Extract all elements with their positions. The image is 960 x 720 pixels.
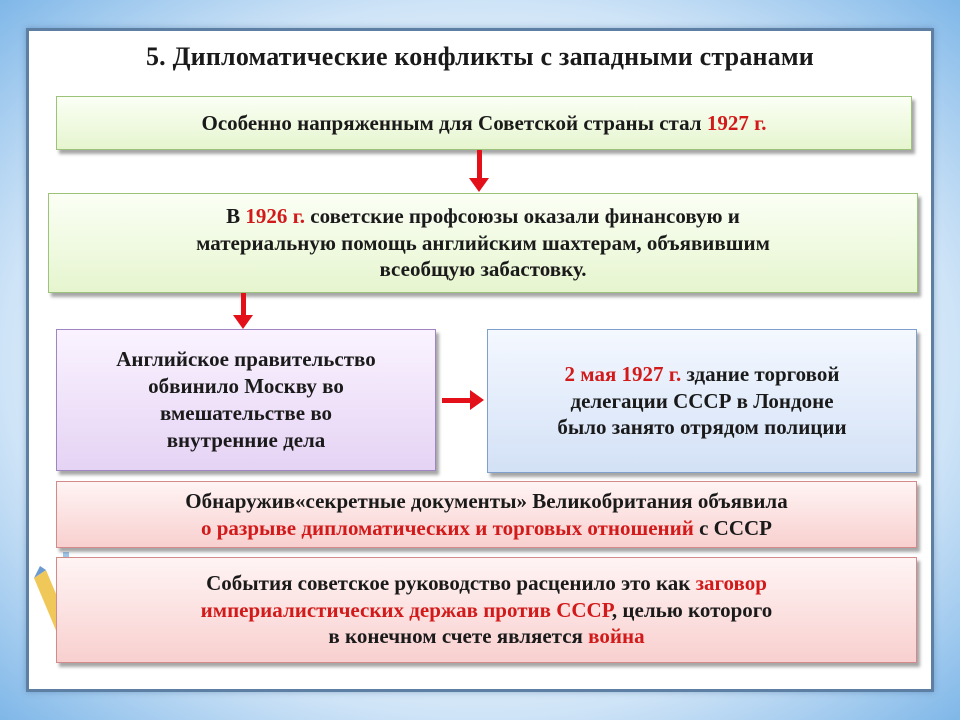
date-may-1927: 2 мая 1927 г. xyxy=(564,361,682,386)
year-1926: 1926 г. xyxy=(245,203,306,228)
break-highlight: о разрыве дипломатических и торговых отношений xyxy=(201,515,694,540)
conspiracy-line-1: События советское руководство расценило это как заговор xyxy=(206,570,767,595)
box-1926-line-2: материальную помощь английским шахтерам, объявившим xyxy=(196,230,770,255)
page-title: 5. Дипломатические конфликты с западными странами xyxy=(145,42,814,71)
conspiracy-line-3: в конечном счете является война xyxy=(328,624,645,649)
box-conspiracy-assessment xyxy=(56,557,917,663)
box-london-raid xyxy=(487,329,917,473)
accusation-line-3: вмешательстве во xyxy=(159,401,333,425)
box-1927-tension xyxy=(56,96,912,150)
box-1926-line-3: всеобщую забастовку. xyxy=(379,257,587,282)
break-line-1: Обнаружив«секретные документы» Великобритания объявила xyxy=(185,488,788,513)
box-relations-break xyxy=(56,481,917,548)
break-line-2: о разрыве дипломатических и торговых отношений с СССР xyxy=(201,515,772,540)
box-1927-text: Особенно напряженным для Советской страны стал 1927 г. xyxy=(201,110,767,135)
accusation-line-1: Английское правительство xyxy=(116,347,376,372)
accusation-line-4: внутренние дела xyxy=(166,427,326,452)
arrow-right xyxy=(442,398,472,403)
war-highlight: война xyxy=(588,624,645,649)
arrow-down-2 xyxy=(241,293,246,317)
box-british-accusation xyxy=(56,329,436,471)
raid-line-3: было занято отрядом полиции xyxy=(557,415,847,440)
raid-line-1: 2 мая 1927 г. здание торговой xyxy=(564,361,840,386)
accusation-line-2: обвинило Москву во xyxy=(148,374,344,399)
year-1927: 1927 г. xyxy=(706,110,767,135)
box-1926-line-1: В 1926 г. советские профсоюзы оказали финансовую и xyxy=(226,203,740,228)
box-1926-strike xyxy=(48,193,918,293)
conspiracy-highlight-1: заговор xyxy=(695,570,767,595)
conspiracy-highlight-2: империалистических держав против СССР xyxy=(200,597,612,622)
raid-line-2: делегации СССР в Лондоне xyxy=(570,388,834,413)
conspiracy-line-2: империалистических держав против СССР, целью которого xyxy=(200,597,773,622)
arrow-down-1 xyxy=(477,150,482,180)
